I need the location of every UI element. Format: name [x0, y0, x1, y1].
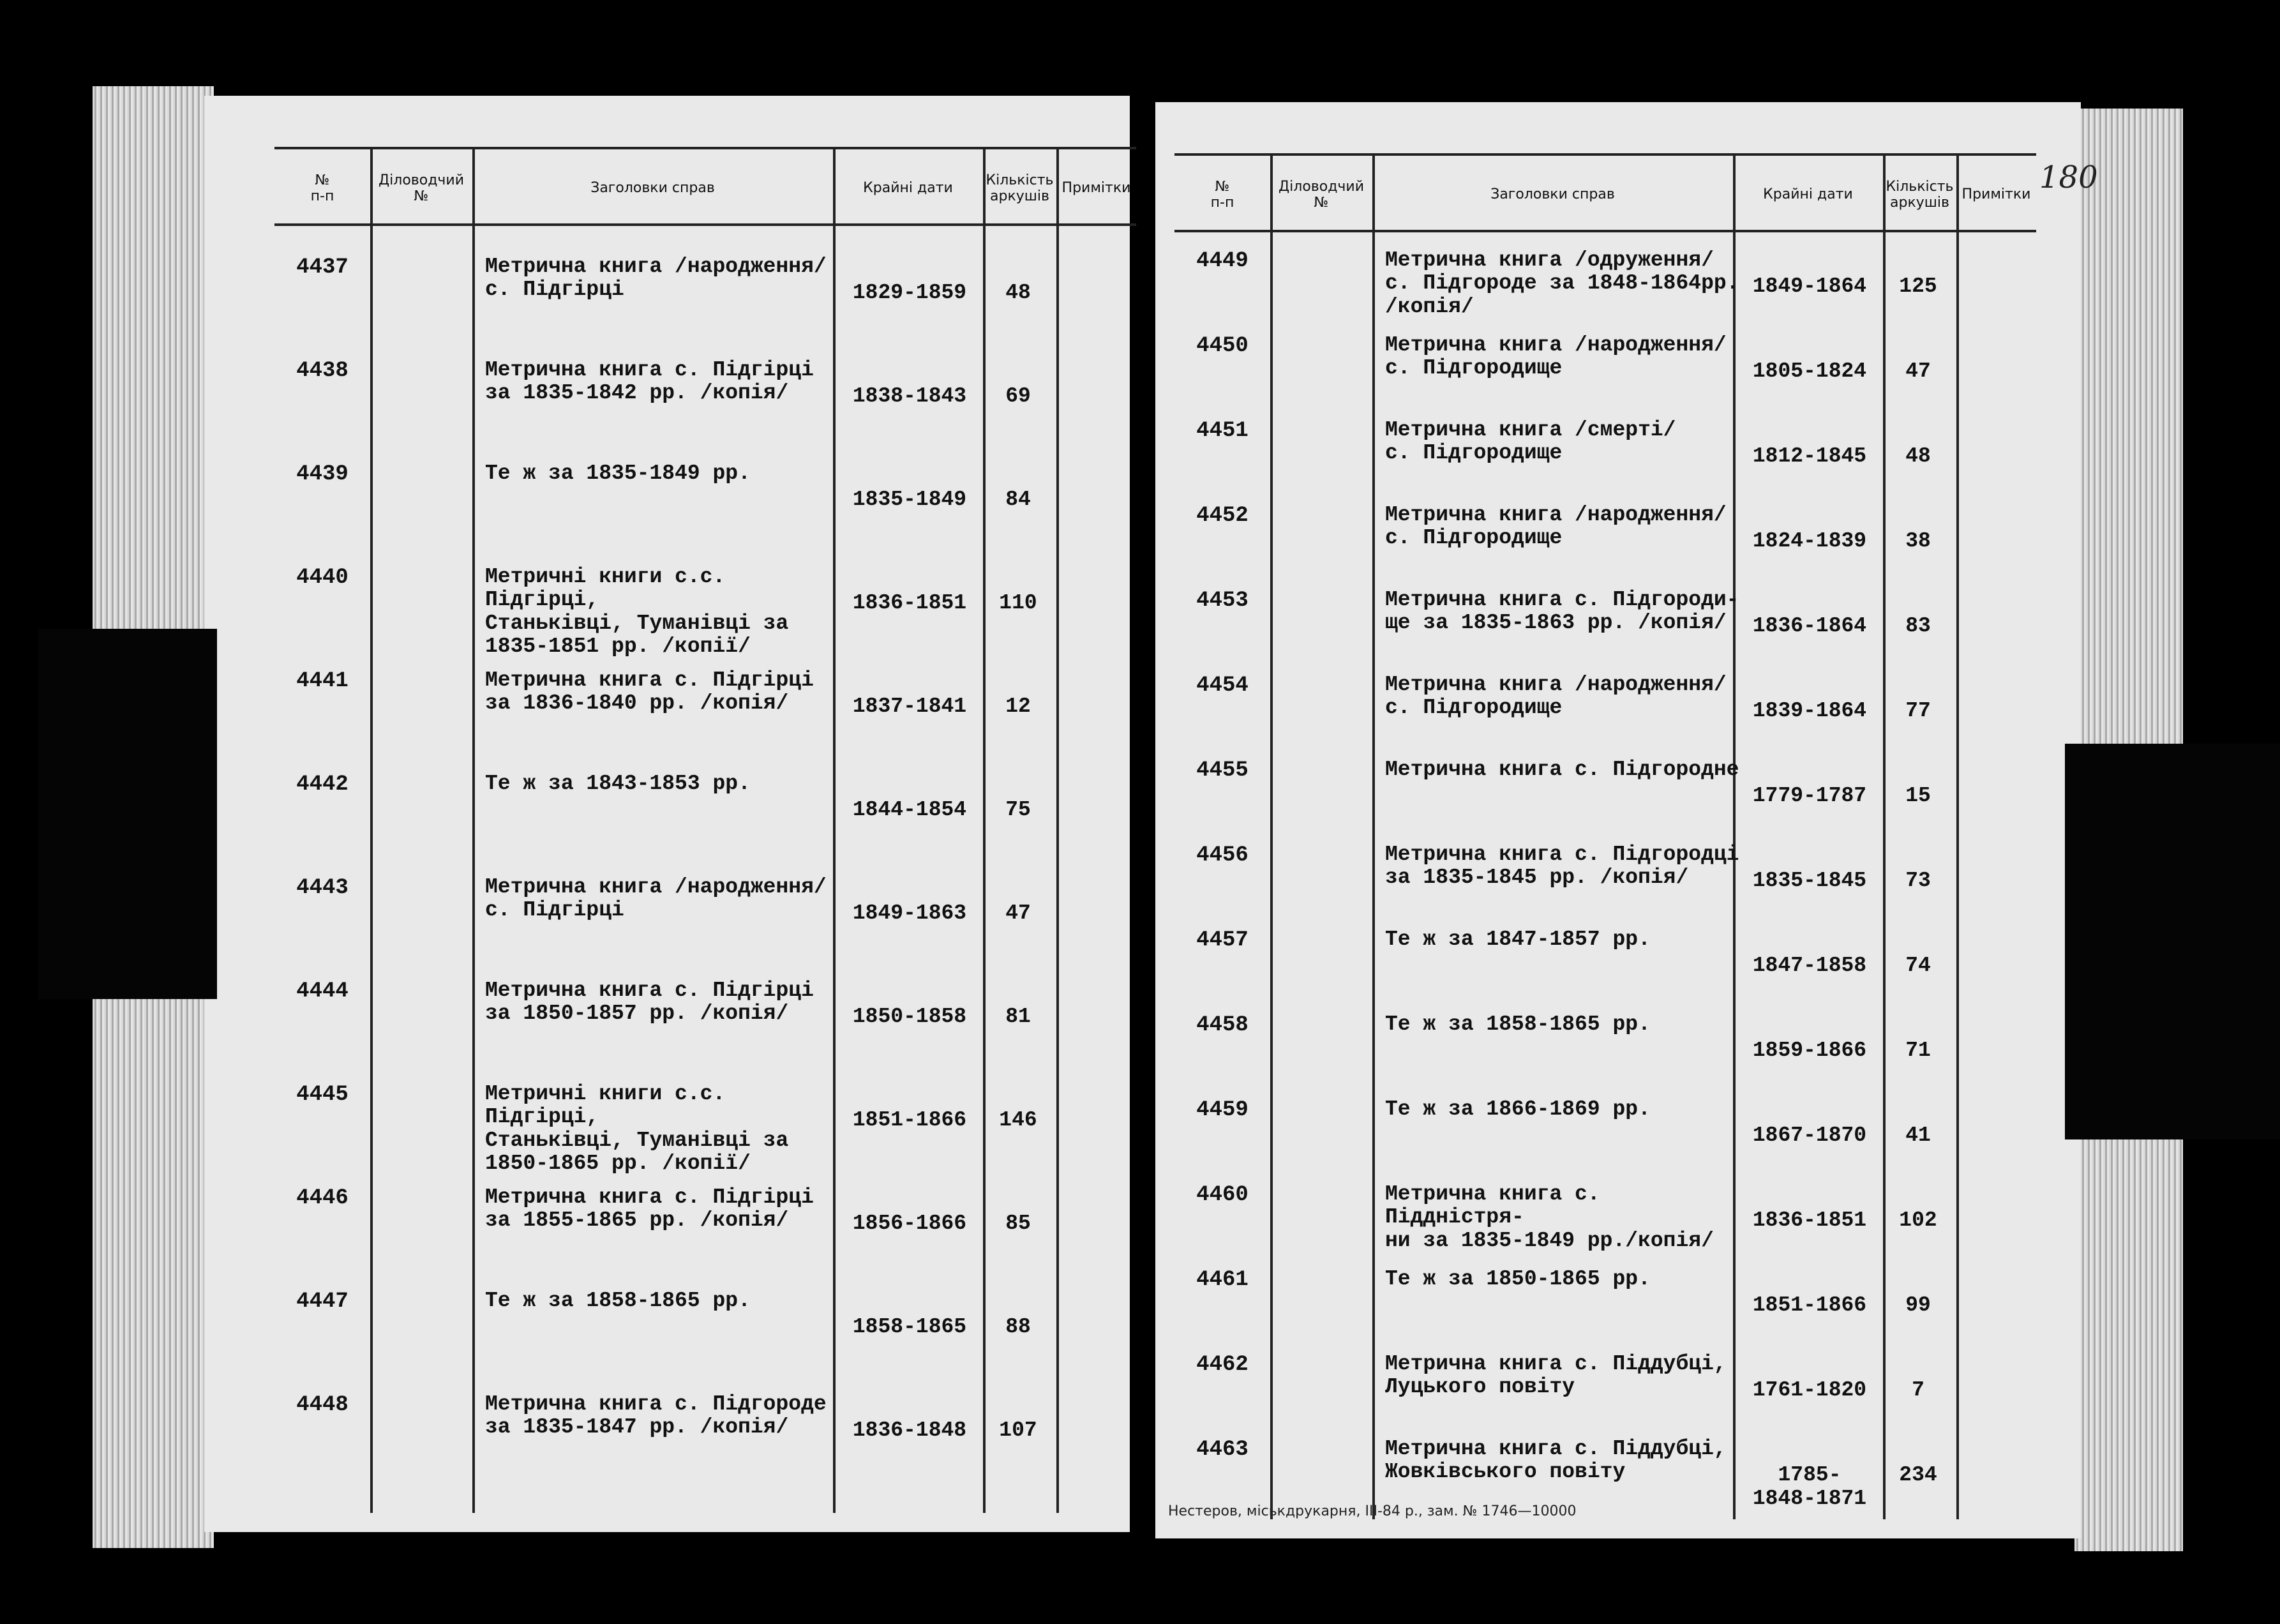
entry-sheets: 74 [1905, 954, 1931, 977]
entry-title: Те ж за 1843-1853 рр. [485, 772, 751, 795]
entry-dates: 1761-1820 [1752, 1378, 1867, 1402]
entry-number: 4438 [296, 359, 349, 383]
entry-title: Метрична книга /одруження/ с. Підгороде за 1848-1864рр. /копія/ [1385, 248, 1739, 319]
left-register-table [274, 147, 1136, 1513]
register-row [274, 1289, 1136, 1366]
register-row [1174, 419, 2036, 495]
entry-dates: 1835-1849 [852, 488, 967, 511]
entry-title: Те ж за 1850-1865 рр. [1385, 1267, 1651, 1291]
header-sheets: Кількість аркушів [986, 172, 1054, 204]
entry-dates: 1849-1863 [852, 901, 967, 925]
register-row [1174, 1013, 2036, 1090]
entry-sheets: 83 [1905, 614, 1931, 638]
entry-number: 4440 [296, 566, 349, 590]
entry-title: Те ж за 1835-1849 рр. [485, 462, 751, 485]
entry-sheets: 48 [1005, 281, 1031, 304]
entry-title: Метрична книга /смерті/ с. Підгородище [1385, 418, 1676, 465]
left-page [204, 96, 1130, 1532]
entry-sheets: 88 [1005, 1315, 1031, 1339]
header-notes: Примітки [1061, 180, 1131, 197]
entry-dates: 1850-1858 [852, 1005, 967, 1028]
entry-sheets: 15 [1905, 784, 1931, 808]
register-row [1174, 334, 2036, 410]
entry-dates: 1824-1839 [1752, 529, 1867, 553]
register-row [1174, 589, 2036, 665]
register-row [1174, 843, 2036, 920]
entry-number: 4456 [1196, 843, 1249, 868]
entry-dates: 1837-1841 [852, 695, 967, 718]
entry-number: 4463 [1196, 1438, 1249, 1462]
entry-sheets: 102 [1899, 1208, 1937, 1232]
register-row [274, 359, 1136, 435]
entry-title: Метричні книги с.с. Підгірці, Станьківці, Туманівці за 1850-1865 рр. /копії/ [485, 1082, 789, 1175]
entry-number: 4449 [1196, 249, 1249, 273]
register-row [274, 1082, 1136, 1175]
register-row [1174, 1268, 2036, 1344]
entry-number: 4445 [296, 1083, 349, 1107]
entry-sheets: 38 [1905, 529, 1931, 553]
entry-title: Метрична книга /народження/ с. Підгірці [485, 255, 827, 302]
entry-number: 4451 [1196, 419, 1249, 443]
entry-title: Метрична книга /народження/ с. Підгірці [485, 875, 827, 922]
entry-title: Метрична книга с. Піддністря- ни за 1835-1849 рр./копія/ [1385, 1182, 1714, 1252]
entry-number: 4454 [1196, 673, 1249, 698]
header-num: № п-п [310, 172, 334, 204]
header-clerk: Діловодчий № [1278, 178, 1365, 211]
register-row [274, 1393, 1136, 1470]
entry-sheets: 85 [1005, 1212, 1031, 1235]
register-row [274, 565, 1136, 658]
entry-dates: 1836-1851 [852, 591, 967, 615]
entry-title: Метрична книга с. Підгороди- ще за 1835-1863 рр. /копія/ [1385, 588, 1739, 635]
entry-title: Метрична книга с. Підгородне [1385, 758, 1739, 781]
entry-sheets: 77 [1905, 699, 1931, 723]
header-title: Заголовки справ [1490, 186, 1615, 203]
entry-title: Метрична книга с. Підгірці за 1855-1865 рр. /копія/ [485, 1185, 814, 1233]
entry-number: 4450 [1196, 334, 1249, 358]
entry-title: Метрична книга с. Підгородці за 1835-1845 рр. /копія/ [1385, 843, 1739, 890]
entry-dates: 1867-1870 [1752, 1124, 1867, 1147]
entry-sheets: 69 [1005, 384, 1031, 408]
register-row [1174, 249, 2036, 326]
entry-sheets: 73 [1905, 869, 1931, 892]
register-row [1174, 673, 2036, 750]
register-row [1174, 504, 2036, 580]
register-row [1174, 1438, 2036, 1514]
entry-number: 4461 [1196, 1268, 1249, 1292]
register-row [1174, 1183, 2036, 1259]
entry-dates: 1839-1864 [1752, 699, 1867, 723]
register-row [274, 979, 1136, 1056]
entry-number: 4458 [1196, 1013, 1249, 1037]
entry-sheets: 75 [1005, 798, 1031, 822]
entry-title: Метрична книга /народження/ с. Підгородище [1385, 333, 1727, 380]
entry-title: Метрична книга с. Підгірці за 1835-1842 рр. /копія/ [485, 358, 814, 405]
entry-number: 4452 [1196, 504, 1249, 528]
entry-dates: 1805-1824 [1752, 359, 1867, 383]
register-row [1174, 928, 2036, 1005]
register-row [274, 669, 1136, 746]
entry-number: 4439 [296, 462, 349, 486]
entry-sheets: 81 [1005, 1005, 1031, 1028]
entry-dates: 1849-1864 [1752, 274, 1867, 298]
entry-number: 4447 [296, 1289, 349, 1314]
entry-sheets: 7 [1912, 1378, 1924, 1402]
entry-title: Метрична книга /народження/ с. Підгородище [1385, 503, 1727, 550]
entry-sheets: 234 [1899, 1463, 1937, 1487]
entry-number: 4457 [1196, 928, 1249, 952]
entry-sheets: 41 [1905, 1124, 1931, 1147]
entry-title: Метрична книга с. Піддубці, Жовківського повіту [1385, 1437, 1727, 1484]
entry-title: Те ж за 1866-1869 рр. [1385, 1097, 1651, 1121]
entry-dates: 1785- 1848-1871 [1752, 1463, 1867, 1510]
entry-dates: 1835-1845 [1752, 869, 1867, 892]
header-num: № п-п [1210, 178, 1234, 211]
entry-title: Метрична книга с. Підгороде за 1835-1847 рр. /копія/ [485, 1392, 827, 1440]
entry-sheets: 71 [1905, 1039, 1931, 1062]
entry-sheets: 12 [1005, 695, 1031, 718]
right-page [1155, 102, 2098, 1538]
entry-number: 4459 [1196, 1098, 1249, 1122]
register-row [274, 876, 1136, 952]
header-sheets: Кількість аркушів [1886, 178, 1954, 211]
entry-dates: 1851-1866 [852, 1108, 967, 1132]
right-page-clip [2065, 744, 2280, 1139]
entry-dates: 1836-1851 [1752, 1208, 1867, 1232]
entry-sheets: 110 [999, 591, 1037, 615]
register-row [1174, 758, 2036, 835]
entry-dates: 1838-1843 [852, 384, 967, 408]
entry-sheets: 84 [1005, 488, 1031, 511]
entry-dates: 1859-1866 [1752, 1039, 1867, 1062]
right-register-table [1174, 153, 2036, 1519]
entry-sheets: 47 [1005, 901, 1031, 925]
entry-dates: 1836-1848 [852, 1418, 967, 1442]
register-row [274, 1186, 1136, 1263]
entry-sheets: 146 [999, 1108, 1037, 1132]
entry-number: 4446 [296, 1186, 349, 1210]
entry-dates: 1858-1865 [852, 1315, 967, 1339]
entry-number: 4455 [1196, 758, 1249, 783]
header-clerk: Діловодчий № [378, 172, 465, 204]
register-row [1174, 1353, 2036, 1429]
header-dates: Крайні дати [863, 180, 953, 197]
register-row [274, 255, 1136, 332]
header-title: Заголовки справ [590, 180, 715, 197]
entry-number: 4442 [296, 772, 349, 797]
entry-dates: 1844-1854 [852, 798, 967, 822]
entry-dates: 1829-1859 [852, 281, 967, 304]
entry-number: 4453 [1196, 589, 1249, 613]
register-row [1174, 1098, 2036, 1175]
entry-title: Метрична книга с. Піддубці, Луцького повіту [1385, 1352, 1727, 1399]
entry-title: Те ж за 1858-1865 рр. [485, 1289, 751, 1312]
entry-sheets: 107 [999, 1418, 1037, 1442]
entry-sheets: 47 [1905, 359, 1931, 383]
entry-title: Метрична книга с. Підгірці за 1836-1840 рр. /копія/ [485, 668, 814, 716]
entry-dates: 1779-1787 [1752, 784, 1867, 808]
entry-title: Метрична книга /народження/ с. Підгородище [1385, 673, 1727, 720]
entry-sheets: 48 [1905, 444, 1931, 468]
entry-number: 4437 [296, 255, 349, 280]
entry-title: Метричні книги с.с. Підгірці, Станьківці, Туманівці за 1835-1851 рр. /копії/ [485, 565, 789, 658]
entry-number: 4460 [1196, 1183, 1249, 1207]
entry-number: 4443 [296, 876, 349, 900]
entry-title: Те ж за 1847-1857 рр. [1385, 928, 1651, 951]
entry-dates: 1836-1864 [1752, 614, 1867, 638]
header-dates: Крайні дати [1763, 186, 1853, 203]
register-row [274, 462, 1136, 539]
entry-number: 4448 [296, 1393, 349, 1417]
entry-dates: 1847-1858 [1752, 954, 1867, 977]
entry-title: Метрична книга с. Підгірці за 1850-1857 рр. /копія/ [485, 979, 814, 1026]
left-page-clip [38, 629, 217, 999]
entry-number: 4441 [296, 669, 349, 693]
entry-number: 4444 [296, 979, 349, 1004]
handwritten-page-number: 180 [2039, 160, 2098, 195]
entry-title: Те ж за 1858-1865 рр. [1385, 1012, 1651, 1036]
entry-number: 4462 [1196, 1353, 1249, 1377]
entry-sheets: 99 [1905, 1293, 1931, 1317]
entry-sheets: 125 [1899, 274, 1937, 298]
printer-footer: Нестеров, міськдрукарня, ІІІ-84 р., зам. № 1746—10000 [1168, 1503, 1577, 1519]
header-notes: Примітки [1961, 186, 2031, 203]
entry-dates: 1851-1866 [1752, 1293, 1867, 1317]
entry-dates: 1812-1845 [1752, 444, 1867, 468]
entry-dates: 1856-1866 [852, 1212, 967, 1235]
register-row [274, 772, 1136, 849]
